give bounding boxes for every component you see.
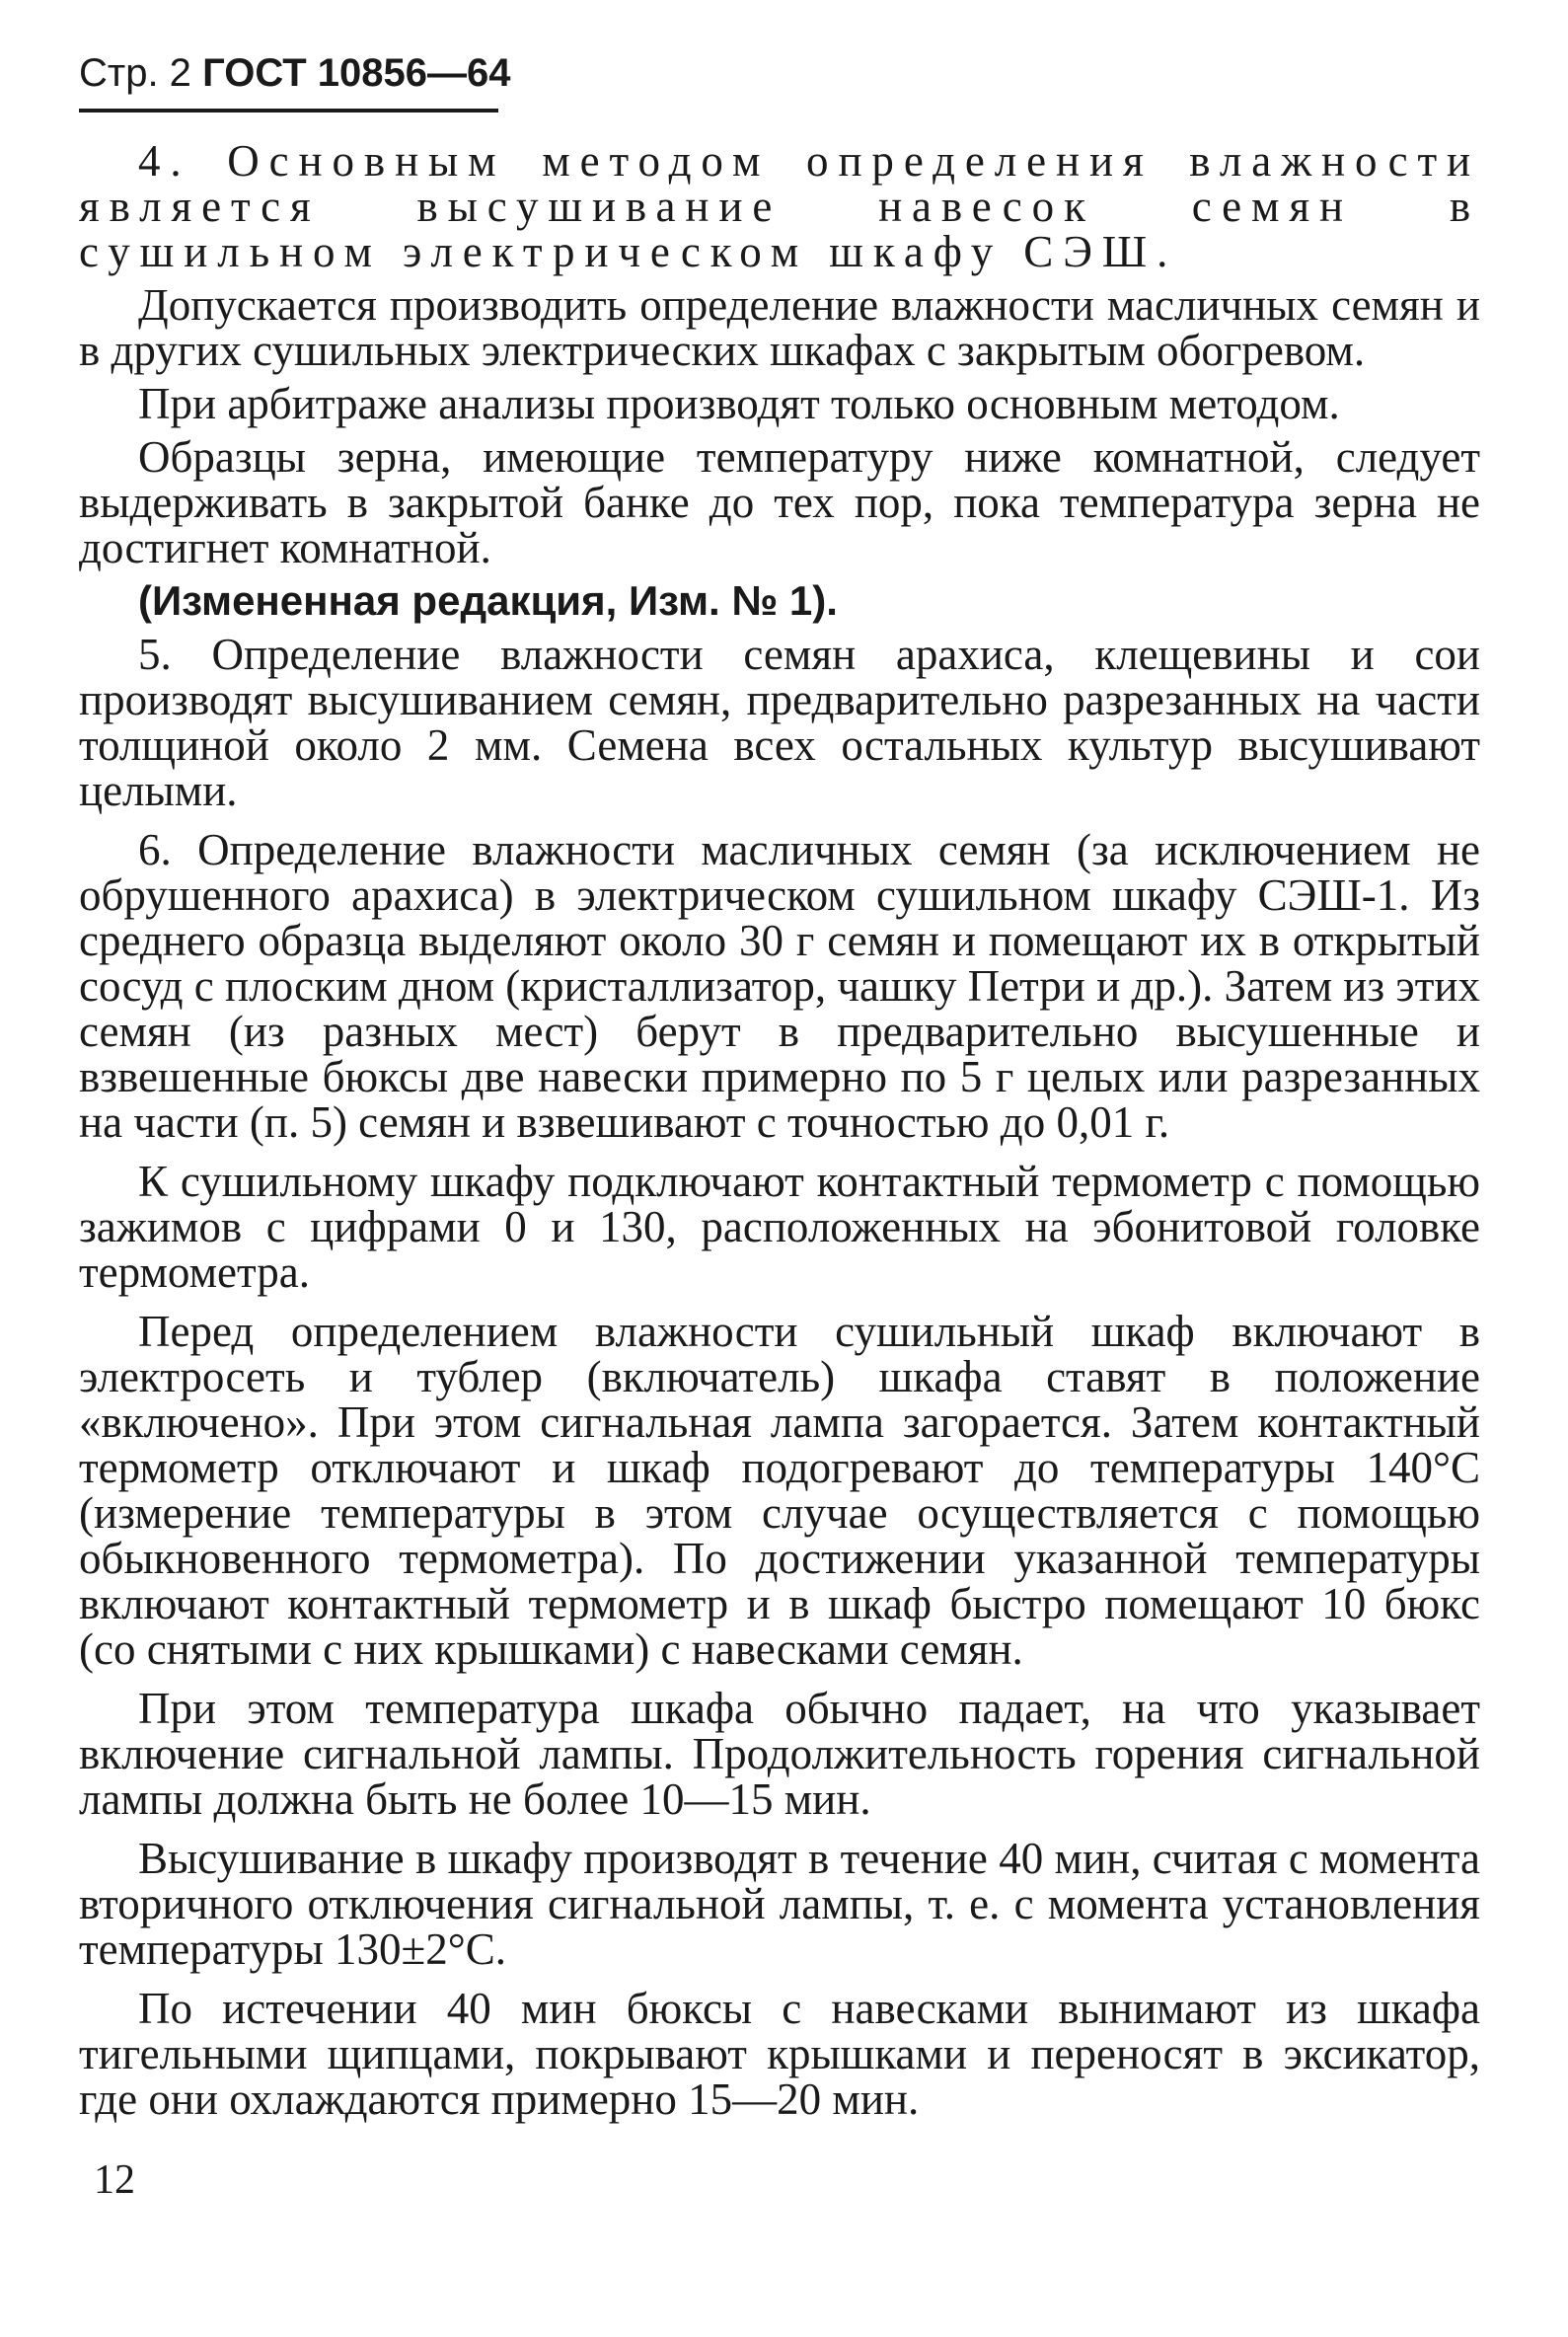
paragraph-4-arbitration: При арбитраже анализы производят только основным методом. [138, 379, 1340, 428]
paragraph-drying: Высушивание в шкафу производят в течение 40 мин, считая с момента вторичного отключения сигнальной лампы, т. е. с момента установления температуры 130±2°С. [79, 1834, 1480, 1974]
paragraph-6: 6. Определение влажности масличных семян (за исключением не обрушенного арахиса) в электрическом сушильном шкафу СЭШ-1. Из среднего образца выделяют около 30 г семян и помещают их в открытый сосуд с плоским дном (кристаллизатор, чашку Петри и др.). Затем из этих семян (из разных мест) берут в предварительно высушенные и взвешенные бюксы две навески примерно по 5 г целых или разрезанных на части (п. 5) семян и взвешивают с точностью до 0,01 г. [79, 825, 1480, 1147]
paragraph-4-allowance: Допускается производить определение влажности масличных семян и в других сушильных электрических шкафах с закрытым обогревом. [79, 280, 1480, 375]
page-label: Стр. 2 [79, 51, 191, 95]
paragraph-thermometer: К сушильному шкафу подключают контактный термометр с помощью зажимов с цифрами 0 и 130, расположенных на эбонитовой головке термометра. [79, 1157, 1480, 1297]
paragraph-4-cold-samples: Образцы зерна, имеющие температуру ниже комнатной, следует выдерживать в закрытой банке до тех пор, пока температура зерна не достигнет комнатной. [79, 432, 1480, 572]
header-rule [79, 109, 498, 113]
paragraph-5: 5. Определение влажности семян арахиса, клещевины и сои производят высушиванием семян, предварительно разрезанных на части толщиной около 2 мм. Семена всех остальных культур высушивают целыми. [79, 630, 1480, 815]
paragraph-signal-lamp: При этом температура шкафа обычно падает, на что указывает включение сигнальной лампы. Продолжительность горения сигнальной лампы должна быть не более 10—15 мин. [79, 1684, 1480, 1824]
amendment-note: (Измененная редакция, Изм. № 1). [138, 577, 838, 624]
document-body [79, 138, 1480, 2130]
page-number: 12 [94, 2157, 135, 2203]
standard-number: ГОСТ 10856—64 [202, 51, 511, 95]
paragraph-heating: Перед определением влажности сушильный шкаф включают в электросеть и тублер (включатель) шкафа ставят в положение «включено». При этом сигнальная лампа загорается. Затем контактный термометр отключают и шкаф подогревают до температуры 140°С (измерение температуры в этом случае осуществляется с помощью обыкновенного термометра). По достижении указанной температуры включают контактный термометр и в шкаф быстро помещают 10 бюкс (со снятыми с них крышками) с навесками семян. [79, 1307, 1480, 1674]
page-header [79, 51, 510, 95]
paragraph-cooling: По истечении 40 мин бюксы с навесками вынимают из шкафа тигельными щипцами, покрывают крышками и переносят в эксикатор, где они охлаждаются примерно 15—20 мин. [79, 1984, 1480, 2124]
paragraph-4: 4. Основным методом определения влажности является высушивание навесок семян в сушильном электрическом шкафу СЭШ. [79, 136, 1480, 276]
